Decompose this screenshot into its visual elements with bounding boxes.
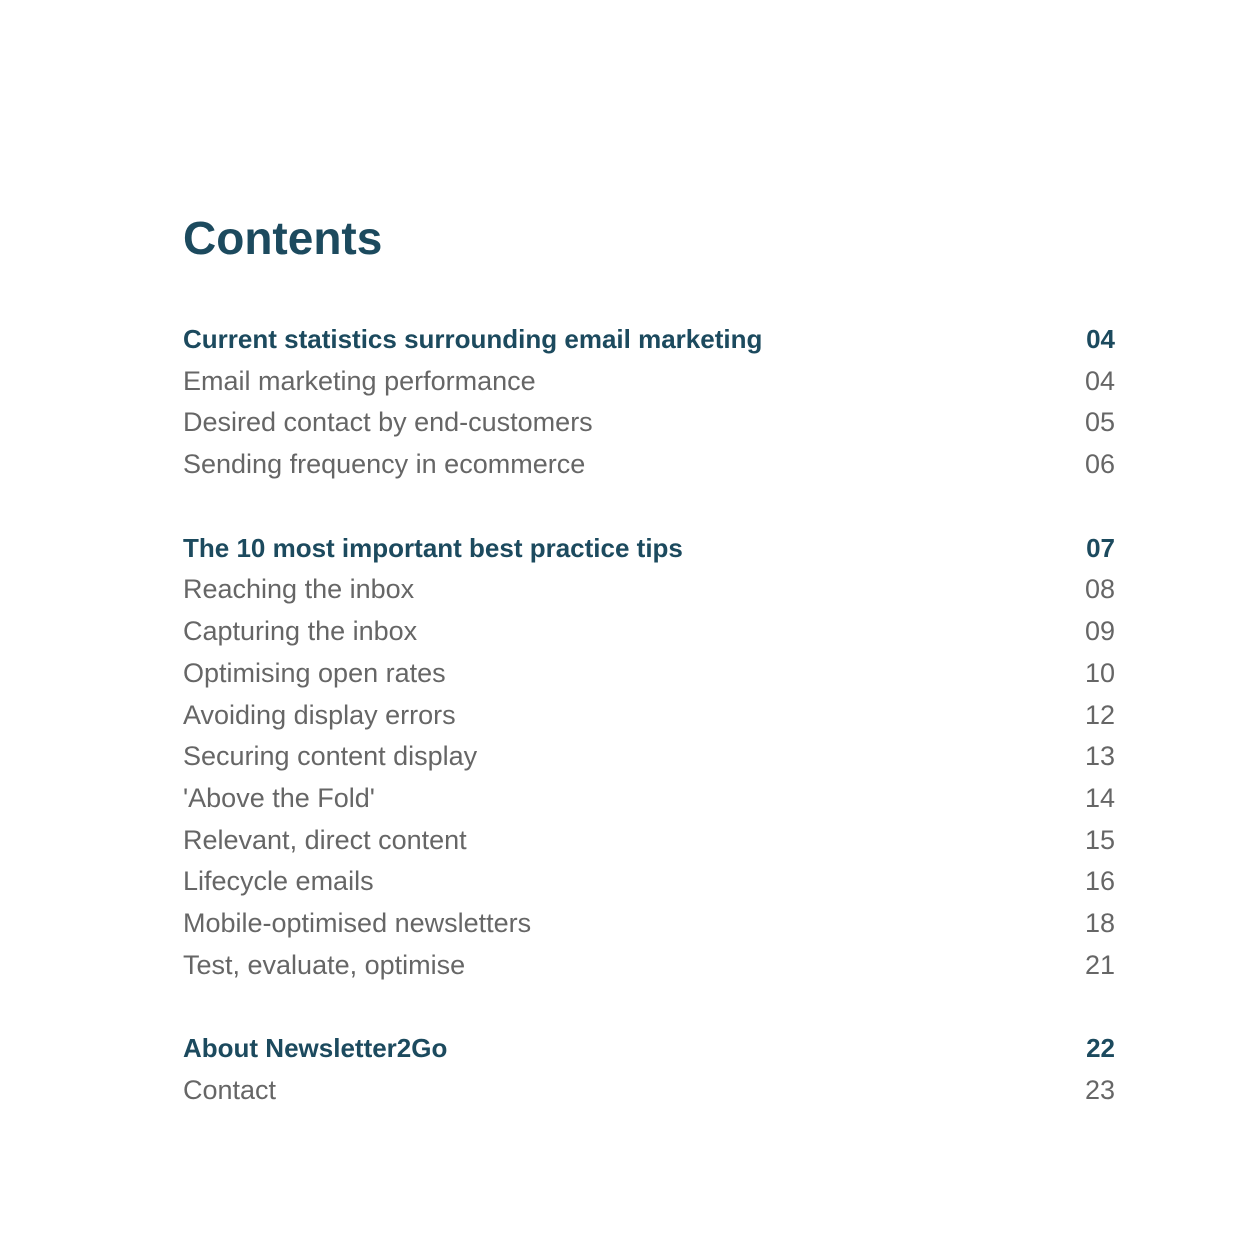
toc-entry[interactable] — [183, 653, 1115, 695]
toc-heading-label: About Newsletter2Go — [183, 1033, 448, 1064]
toc-entry[interactable] — [183, 611, 1115, 653]
toc-entry[interactable] — [183, 945, 1115, 987]
toc-heading[interactable] — [183, 319, 1115, 361]
toc-entry[interactable] — [183, 402, 1115, 444]
toc-entry-label: Email marketing performance — [183, 365, 536, 396]
toc-entry[interactable] — [183, 695, 1115, 737]
toc-entry-label: Sending frequency in ecommerce — [183, 449, 586, 480]
toc-page-number: 21 — [1084, 949, 1115, 980]
toc-entry-label: Mobile-optimised newsletters — [183, 907, 532, 938]
toc-entry[interactable] — [183, 903, 1115, 945]
toc-entry-label: Relevant, direct content — [183, 824, 467, 855]
table-of-contents — [183, 319, 1115, 1154]
toc-page-number: 06 — [1084, 449, 1115, 480]
toc-heading[interactable] — [183, 528, 1115, 570]
toc-entry-label: Contact — [183, 1075, 277, 1105]
toc-page-number: 08 — [1084, 574, 1115, 605]
toc-entry[interactable] — [183, 569, 1115, 611]
toc-entry[interactable] — [183, 861, 1115, 903]
toc-page-number: 09 — [1084, 616, 1115, 647]
toc-page-number: 04 — [1086, 324, 1115, 354]
toc-page-number: 05 — [1084, 407, 1115, 438]
toc-entry-label: Desired contact by end-customers — [183, 407, 593, 438]
toc-page-number: 10 — [1084, 657, 1115, 688]
toc-entry[interactable] — [183, 736, 1115, 778]
toc-page-number: 13 — [1084, 741, 1115, 772]
toc-page-number: 04 — [1084, 365, 1115, 396]
toc-page-number: 22 — [1086, 1033, 1115, 1064]
toc-entry[interactable] — [183, 1070, 1115, 1112]
toc-page-number: 15 — [1084, 824, 1115, 855]
toc-entry-label: Lifecycle emails — [183, 866, 374, 897]
toc-heading[interactable] — [183, 1028, 1115, 1070]
toc-entry-label: 'Above the Fold' — [183, 782, 375, 813]
toc-section-statistics — [183, 319, 1115, 486]
toc-entry[interactable] — [183, 778, 1115, 820]
page-title: Contents — [183, 212, 383, 264]
toc-entry[interactable] — [183, 820, 1115, 862]
toc-entry-label: Test, evaluate, optimise — [183, 949, 466, 980]
toc-entry[interactable] — [183, 361, 1115, 403]
toc-entry-label: Optimising open rates — [183, 657, 446, 688]
toc-page-number: 23 — [1084, 1075, 1115, 1105]
toc-entry-label: Reaching the inbox — [183, 574, 415, 605]
toc-entry-label: Securing content display — [183, 741, 478, 772]
toc-heading-label: The 10 most important best practice tips — [183, 532, 683, 563]
toc-page-number: 16 — [1084, 866, 1115, 897]
toc-entry-label: Avoiding display errors — [183, 699, 456, 730]
toc-page-number: 12 — [1084, 699, 1115, 730]
toc-entry[interactable] — [183, 444, 1115, 486]
toc-page-number: 07 — [1086, 532, 1115, 563]
toc-page-number: 14 — [1084, 782, 1115, 813]
toc-page-number: 18 — [1084, 907, 1115, 938]
toc-section-best-practice — [183, 528, 1115, 987]
toc-heading-label: Current statistics surrounding email marketing — [183, 324, 763, 354]
toc-section-about — [183, 1028, 1115, 1111]
toc-entry-label: Capturing the inbox — [183, 616, 418, 647]
